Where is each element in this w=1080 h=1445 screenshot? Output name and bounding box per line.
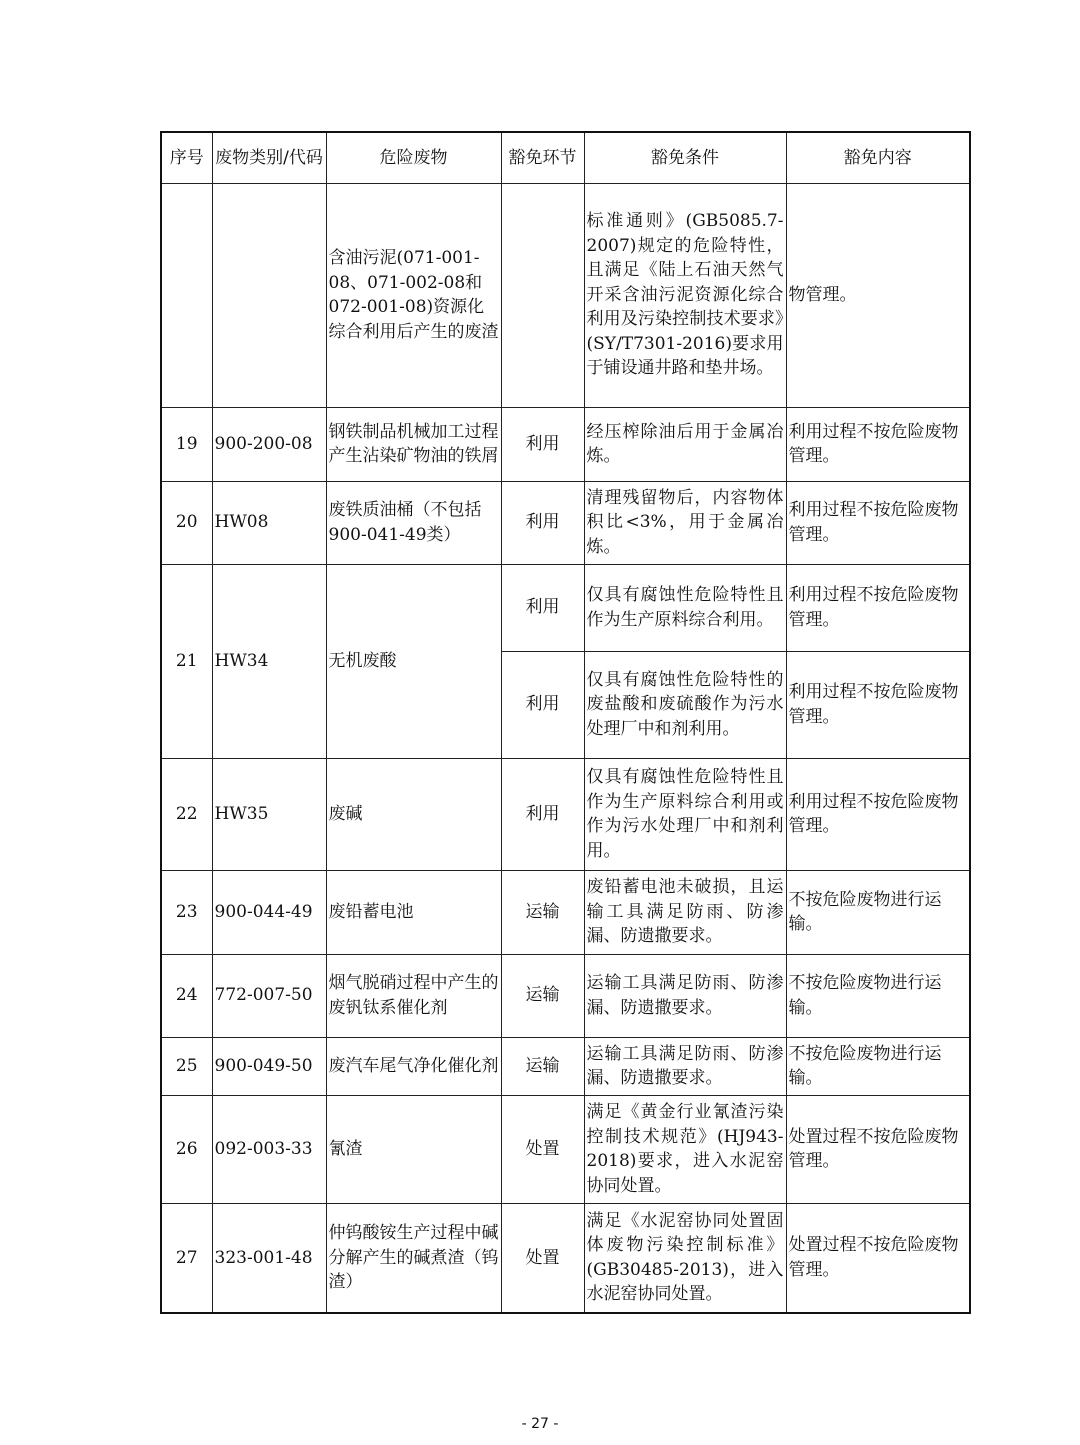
header-content: 豁免内容 [786, 132, 970, 183]
cell-code: HW35 [212, 758, 326, 870]
header-condition: 豁免条件 [584, 132, 786, 183]
cell-stage: 利用 [501, 481, 584, 564]
cell-stage: 利用 [501, 407, 584, 481]
cell-condition: 经压榨除油后用于金属冶炼。 [584, 407, 786, 481]
cell-condition: 运输工具满足防雨、防渗漏、防遗撒要求。 [584, 954, 786, 1037]
cell-code: HW34 [212, 564, 326, 758]
cell-waste: 废铁质油桶（不包括900-041-49类） [326, 481, 501, 564]
header-waste: 危险废物 [326, 132, 501, 183]
cell-content: 不按危险废物进行运输。 [786, 954, 970, 1037]
cell-waste: 无机废酸 [326, 564, 501, 758]
cell-content: 利用过程不按危险废物管理。 [786, 407, 970, 481]
cell-seq: 26 [161, 1095, 212, 1203]
cell-content: 不按危险废物进行运输。 [786, 1037, 970, 1095]
exemption-table [160, 131, 971, 1314]
cell-condition: 清理残留物后，内容物体积比<3%，用于金属冶炼。 [584, 481, 786, 564]
cell-stage: 利用 [501, 564, 584, 651]
table-row [161, 954, 970, 1037]
cell-code [212, 183, 326, 407]
cell-seq: 20 [161, 481, 212, 564]
header-stage: 豁免环节 [501, 132, 584, 183]
cell-stage: 运输 [501, 1037, 584, 1095]
cell-content: 处置过程不按危险废物管理。 [786, 1095, 970, 1203]
cell-waste: 废碱 [326, 758, 501, 870]
cell-condition: 废铅蓄电池未破损，且运输工具满足防雨、防渗漏、防遗撒要求。 [584, 870, 786, 954]
cell-condition: 仅具有腐蚀性危险特性的废盐酸和废硫酸作为污水处理厂中和剂利用。 [584, 651, 786, 758]
cell-condition: 运输工具满足防雨、防渗漏、防遗撒要求。 [584, 1037, 786, 1095]
cell-stage: 运输 [501, 870, 584, 954]
cell-seq: 24 [161, 954, 212, 1037]
table-row [161, 758, 970, 870]
cell-condition: 标准通则》(GB5085.7-2007)规定的危险特性，且满足《陆上石油天然气开采含油污泥资源化综合利用及污染控制技术要求》(SY/T7301-2016)要求用于铺设通井路和垫井场。 [584, 183, 786, 407]
cell-code: 092-003-33 [212, 1095, 326, 1203]
cell-content: 利用过程不按危险废物管理。 [786, 481, 970, 564]
cell-stage [501, 183, 584, 407]
cell-seq: 22 [161, 758, 212, 870]
header-seq: 序号 [161, 132, 212, 183]
cell-stage: 利用 [501, 651, 584, 758]
cell-waste: 仲钨酸铵生产过程中碱分解产生的碱煮渣（钨渣） [326, 1203, 501, 1313]
cell-seq [161, 183, 212, 407]
cell-content: 处置过程不按危险废物管理。 [786, 1203, 970, 1313]
cell-waste: 废铅蓄电池 [326, 870, 501, 954]
cell-seq: 21 [161, 564, 212, 758]
cell-condition: 仅具有腐蚀性危险特性且作为生产原料综合利用或作为污水处理厂中和剂利用。 [584, 758, 786, 870]
cell-content: 利用过程不按危险废物管理。 [786, 758, 970, 870]
cell-content: 不按危险废物进行运输。 [786, 870, 970, 954]
cell-code: 323-001-48 [212, 1203, 326, 1313]
cell-waste: 含油污泥(071-001-08、071-002-08和072-001-08)资源化综合利用后产生的废渣 [326, 183, 501, 407]
cell-condition: 仅具有腐蚀性危险特性且作为生产原料综合利用。 [584, 564, 786, 651]
cell-content: 利用过程不按危险废物管理。 [786, 651, 970, 758]
cell-code: 900-200-08 [212, 407, 326, 481]
cell-content: 利用过程不按危险废物管理。 [786, 564, 970, 651]
cell-stage: 运输 [501, 954, 584, 1037]
cell-waste: 废汽车尾气净化催化剂 [326, 1037, 501, 1095]
cell-seq: 27 [161, 1203, 212, 1313]
cell-code: HW08 [212, 481, 326, 564]
cell-code: 900-044-49 [212, 870, 326, 954]
cell-stage: 处置 [501, 1095, 584, 1203]
table-row [161, 1095, 970, 1203]
header-row [161, 132, 970, 183]
cell-seq: 19 [161, 407, 212, 481]
cell-condition: 满足《黄金行业氰渣污染控制技术规范》(HJ943-2018)要求，进入水泥窑协同处置。 [584, 1095, 786, 1203]
cell-stage: 处置 [501, 1203, 584, 1313]
cell-content: 物管理。 [786, 183, 970, 407]
cell-stage: 利用 [501, 758, 584, 870]
cell-seq: 25 [161, 1037, 212, 1095]
table-row [161, 1203, 970, 1313]
cell-waste: 钢铁制品机械加工过程产生沾染矿物油的铁屑 [326, 407, 501, 481]
table-row [161, 564, 970, 651]
page-number: - 27 - [521, 1416, 559, 1432]
table-row [161, 407, 970, 481]
header-code: 废物类别/代码 [212, 132, 326, 183]
table-row [161, 1037, 970, 1095]
cell-code: 772-007-50 [212, 954, 326, 1037]
cell-waste: 氰渣 [326, 1095, 501, 1203]
table-row [161, 183, 970, 407]
table-row [161, 870, 970, 954]
cell-condition: 满足《水泥窑协同处置固体废物污染控制标准》(GB30485-2013)，进入水泥窑协同处置。 [584, 1203, 786, 1313]
cell-seq: 23 [161, 870, 212, 954]
table-row [161, 481, 970, 564]
cell-code: 900-049-50 [212, 1037, 326, 1095]
cell-waste: 烟气脱硝过程中产生的废钒钛系催化剂 [326, 954, 501, 1037]
